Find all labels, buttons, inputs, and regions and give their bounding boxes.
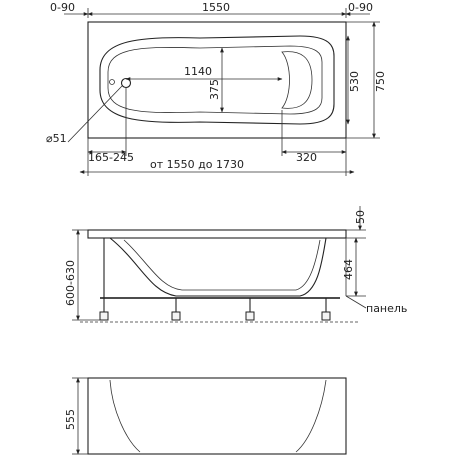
dim-inner-width: 375 (208, 79, 221, 100)
dim-basin-width: 530 (348, 71, 361, 92)
headrest-outline (282, 52, 312, 109)
dim-depth: 464 (342, 259, 355, 280)
dim-overall: от 1550 до 1730 (150, 158, 244, 171)
top-view (46, 1, 387, 176)
side-view (64, 206, 407, 322)
dim-total-width: 750 (374, 71, 387, 92)
dim-rim: 50 (354, 210, 367, 224)
end-curve-right (296, 380, 326, 452)
drain-circle (122, 79, 131, 88)
side-rim (88, 230, 346, 238)
dim-panel-height: 555 (64, 409, 77, 430)
dim-inner-length: 1140 (184, 65, 212, 78)
dim-leg-height: 600-630 (64, 260, 77, 306)
dim-drain: ⌀51 (46, 132, 67, 145)
end-panel (88, 378, 346, 454)
side-body-inner (124, 240, 320, 290)
end-view (64, 378, 346, 454)
label-panel: панель (366, 302, 408, 315)
dim-headrest: 320 (296, 151, 317, 164)
dim-drain-offset: 165-245 (88, 151, 134, 164)
side-body (110, 238, 326, 296)
dim-left-offset: 0-90 (50, 1, 75, 14)
end-curve-left (110, 380, 140, 452)
overflow-circle (110, 80, 115, 85)
dim-right-offset: 0-90 (348, 1, 373, 14)
dim-length: 1550 (202, 1, 230, 14)
